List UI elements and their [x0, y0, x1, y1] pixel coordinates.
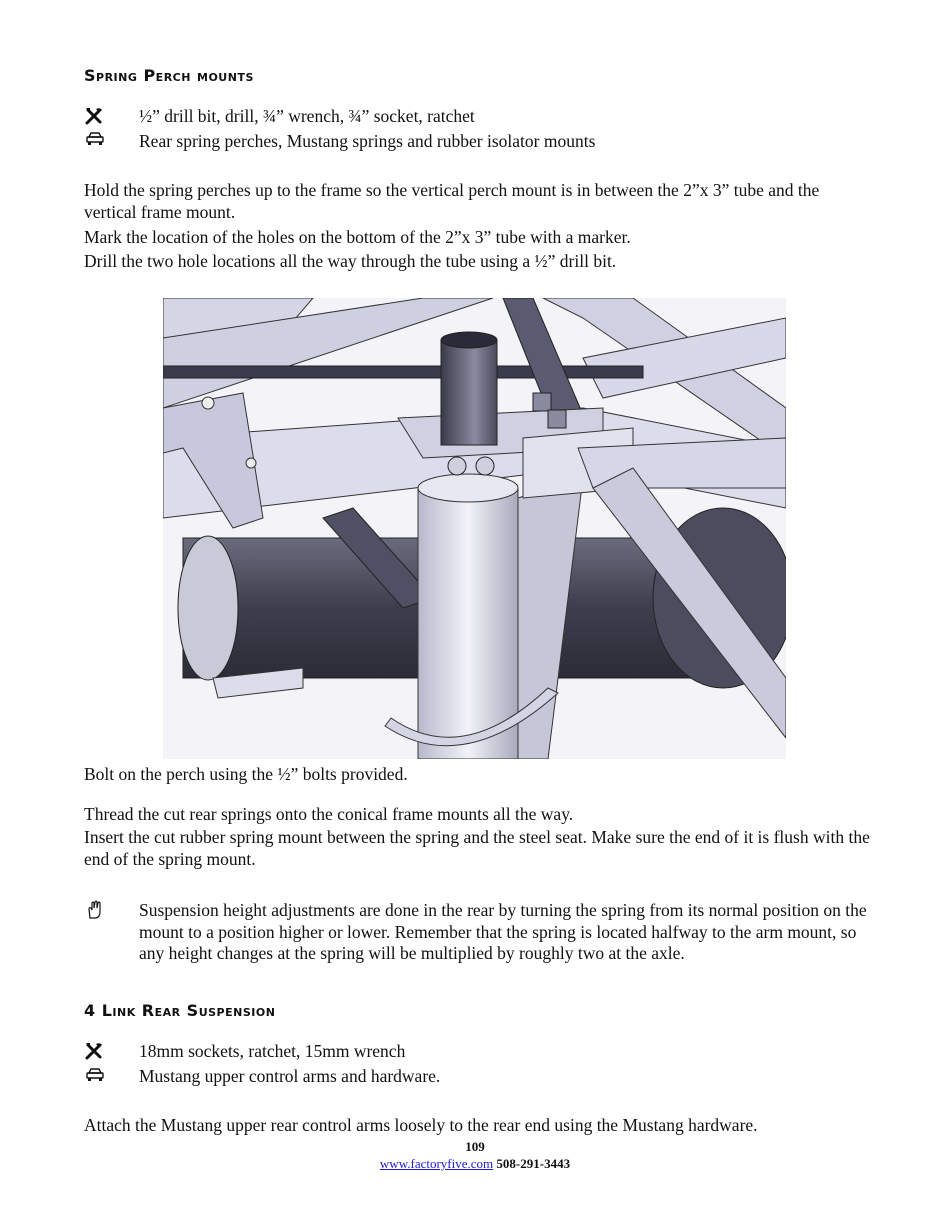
instruction-paragraph: Hold the spring perches up to the frame so the vertical perch mount is in between the 2”x 3” tube and the vertical frame mount.	[84, 180, 820, 222]
section-heading-spring-perch: Spring Perch mounts	[84, 66, 254, 85]
note-text: Suspension height adjustments are done in the rear by turning the spring from its normal position on the mount to a position higher or lower. Remember that the spring is located halfway to the arm mount, so any height changes at the spring will be multiplied by roughly two at the axle.	[139, 900, 867, 963]
tools-icon	[84, 106, 106, 126]
parts-list: Rear spring perches, Mustang springs and rubber isolator mounts	[139, 131, 596, 151]
page-number	[0, 1139, 950, 1155]
tools-list: 18mm sockets, ratchet, 15mm wrench	[139, 1041, 406, 1061]
car-icon	[86, 1068, 108, 1088]
instruction-paragraph: Insert the cut rubber spring mount between the spring and the steel seat. Make sure the end of it is flush with the end of the spring mount.	[84, 827, 870, 869]
car-icon	[86, 132, 108, 152]
hand-pointing-icon	[85, 900, 107, 920]
website-link[interactable]: www.factoryfive.com	[379, 1156, 494, 1171]
page-number-text: 109	[465, 1139, 485, 1154]
instruction-paragraph: Thread the cut rear springs onto the conical frame mounts all the way.	[84, 804, 574, 824]
tools-icon	[84, 1041, 106, 1061]
instruction-paragraph: Bolt on the perch using the ½” bolts provided.	[84, 764, 408, 784]
instruction-paragraph: Mark the location of the holes on the bottom of the 2”x 3” tube with a marker.	[84, 227, 631, 247]
tools-list: ½” drill bit, drill, ¾” wrench, ¾” socket, ratchet	[139, 106, 475, 126]
parts-list: Mustang upper control arms and hardware.	[139, 1066, 441, 1086]
instruction-paragraph: Attach the Mustang upper rear control arms loosely to the rear end using the Mustang hardware.	[84, 1115, 758, 1135]
section-heading-4-link: 4 Link Rear Suspension	[84, 1001, 276, 1020]
phone-number: 508-291-3443	[496, 1156, 571, 1171]
footer-contact	[0, 1156, 950, 1172]
instruction-paragraph: Drill the two hole locations all the way through the tube using a ½” drill bit.	[84, 251, 617, 271]
spring-perch-illustration	[163, 298, 786, 759]
